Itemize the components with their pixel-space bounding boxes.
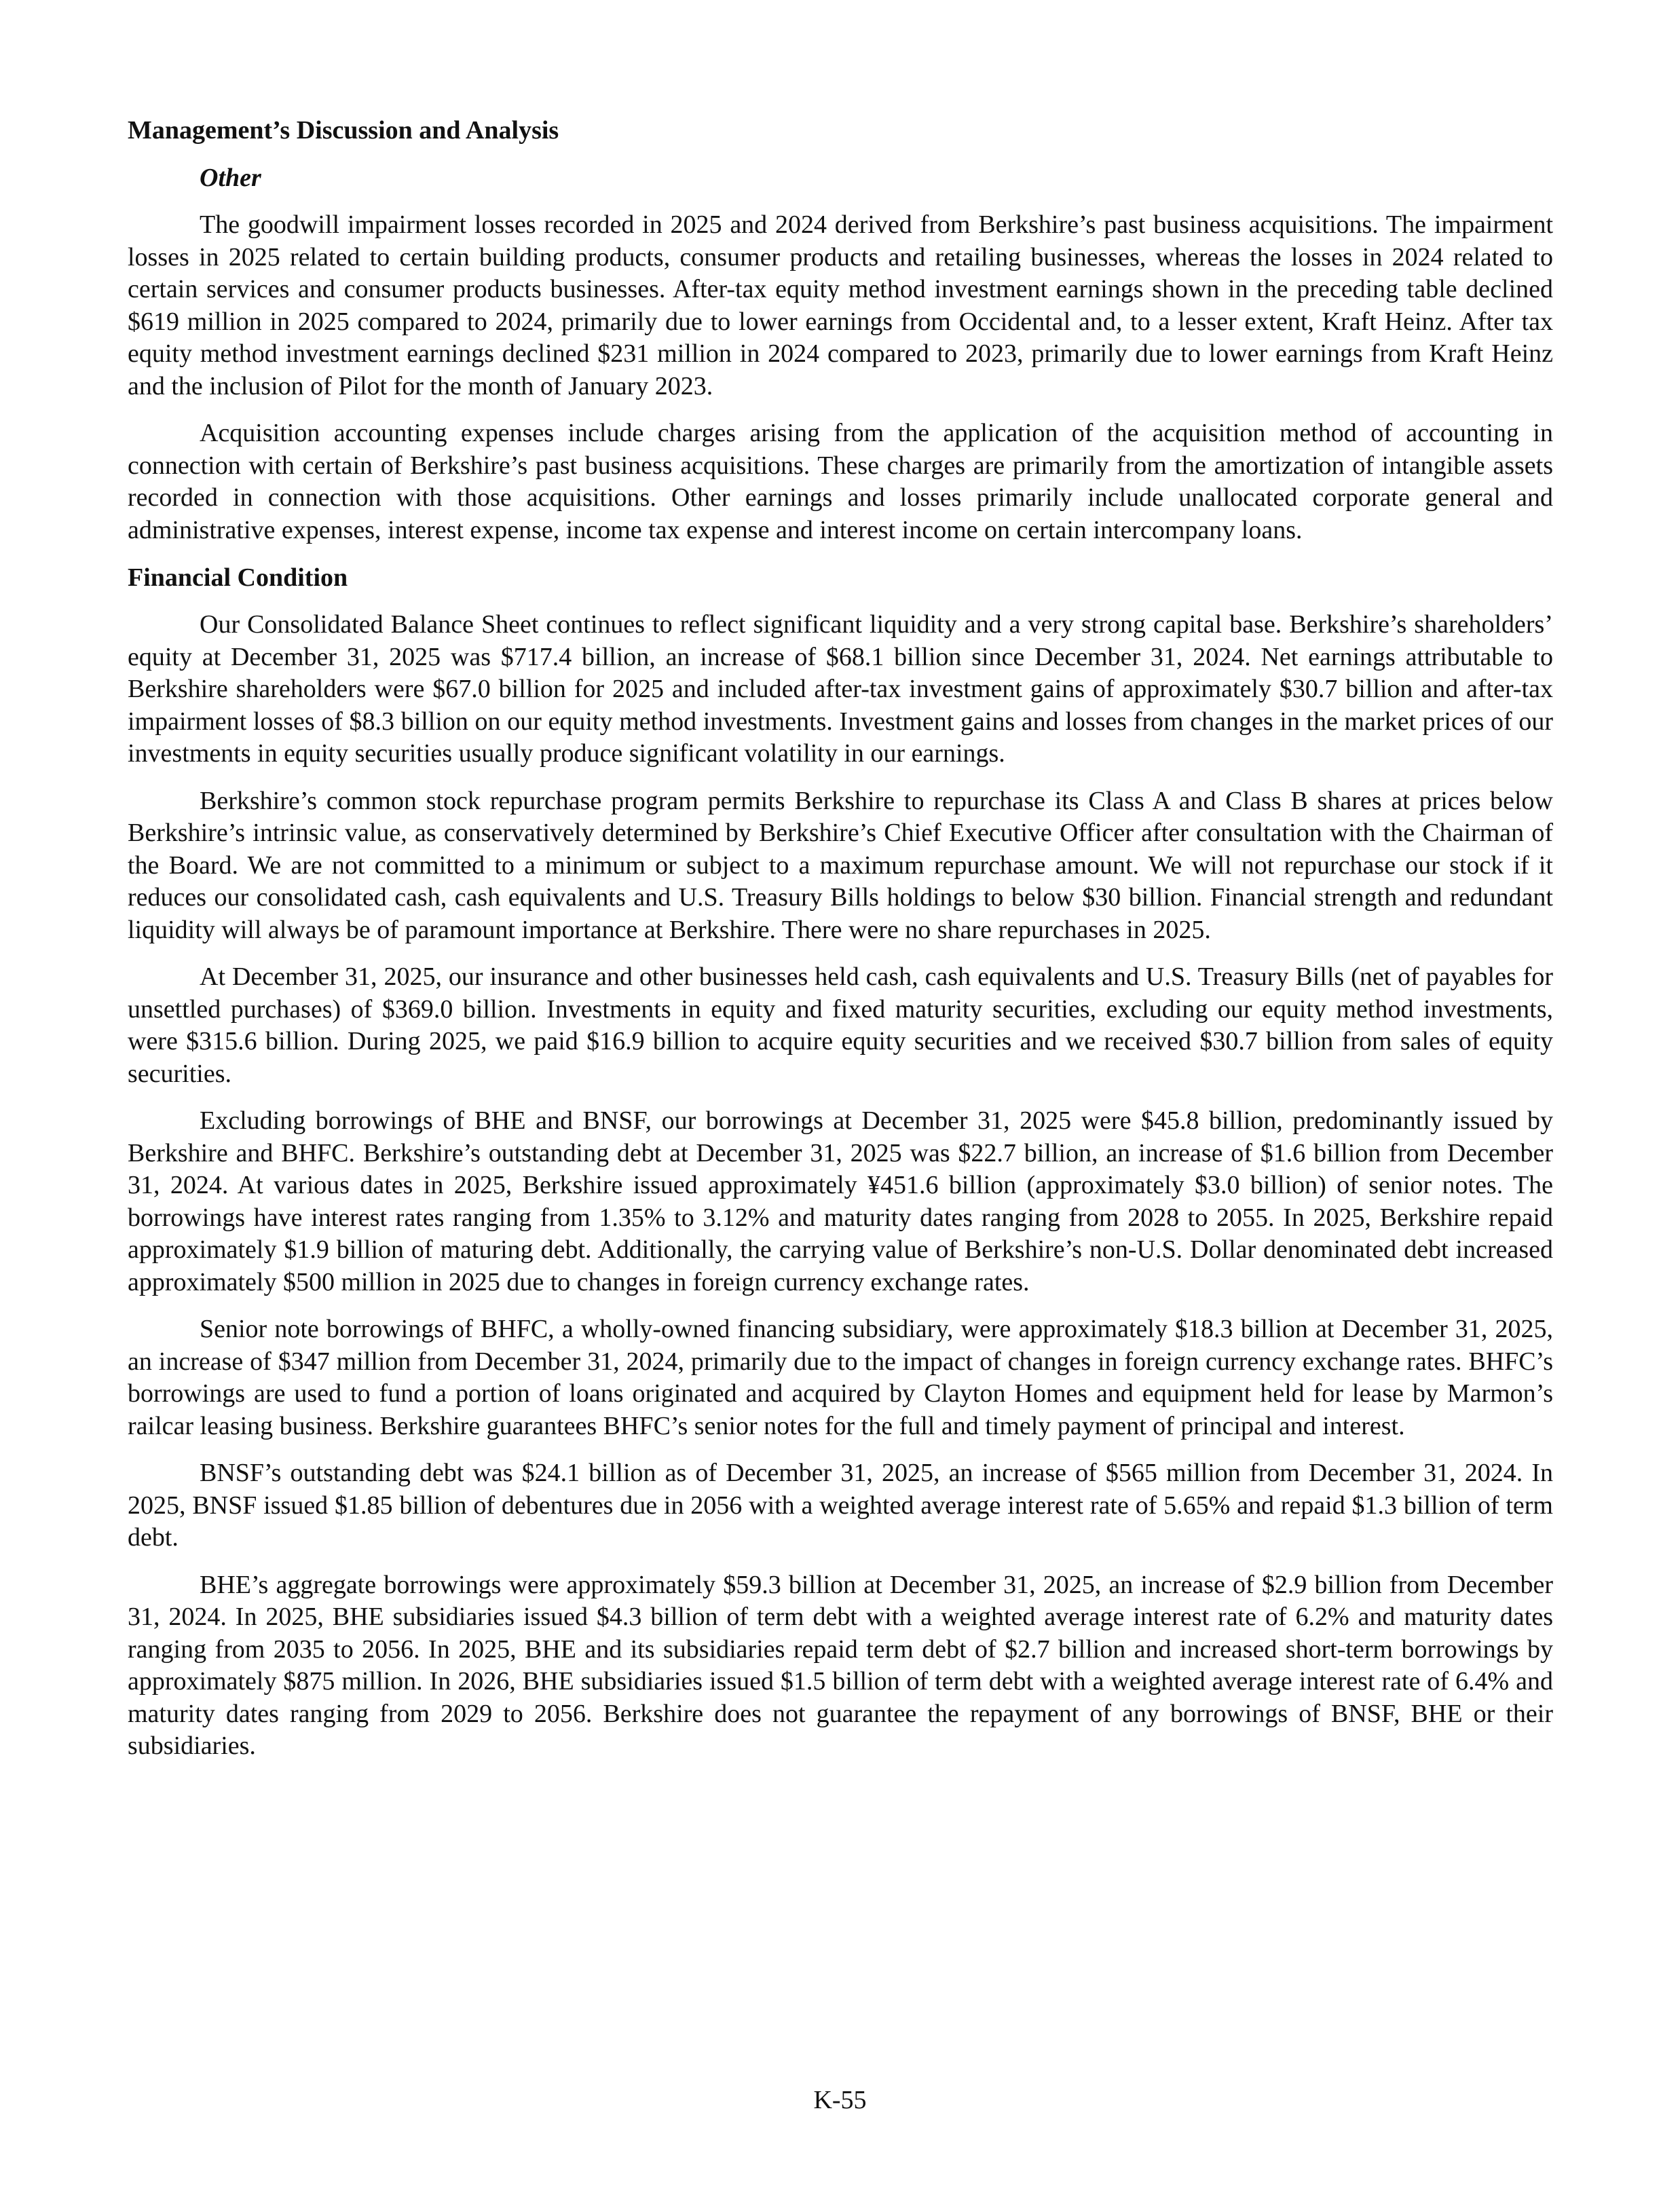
paragraph: Berkshire’s common stock repurchase program permits Berkshire to repurchase its Class A and Class B shares at prices below Berkshire’s intrinsic value, as conservatively determined by Berkshire’s Chief Executive Officer after consultation with the Chairman of the Board. We are not committed to a minimum or subject to a maximum repurchase amount. We will not repurchase our stock if it reduces our consolidated cash, cash equivalents and U.S. Treasury Bills holdings to below $30 billion. Financial strength and redundant liquidity will always be of paramount importance at Berkshire. There were no share repurchases in 2025. [128, 786, 1553, 944]
paragraph: The goodwill impairment losses recorded in 2025 and 2024 derived from Berkshire’s past business acquisitions. The impairment losses in 2025 related to certain building products, consumer products and retailing businesses, whereas the losses in 2024 related to certain services and consumer products businesses. After-tax equity method investment earnings shown in the preceding table declined $619 million in 2025 compared to 2024, primarily due to lower earnings from Occidental and, to a lesser extent, Kraft Heinz. After tax equity method investment earnings declined $231 million in 2024 compared to 2023, primarily due to lower earnings from Kraft Heinz and the inclusion of Pilot for the month of January 2023. [128, 210, 1553, 400]
section-subheading-other: Other [200, 164, 261, 192]
paragraph: Senior note borrowings of BHFC, a wholly-owned financing subsidiary, were approximately $18.3 billion at December 31, 2025, an increase of $347 million from December 31, 2024, primarily due to the impact of changes in foreign currency exchange rates. BHFC’s borrowings are used to fund a portion of loans originated and acquired by Clayton Homes and equipment held for lease by Marmon’s railcar leasing business. Berkshire guarantees BHFC’s senior notes for the full and timely payment of principal and interest. [128, 1315, 1553, 1440]
paragraph: Our Consolidated Balance Sheet continues to reflect significant liquidity and a very strong capital base. Berkshire’s shareholders’ equity at December 31, 2025 was $717.4 billion, an increase of $68.1 billion since December 31, 2024. Net earnings attributable to Berkshire shareholders were $67.0 billion for 2025 and included after-tax investment gains of approximately $30.7 billion and after-tax impairment losses of $8.3 billion on our equity method investments. Investment gains and losses from changes in the market prices of our investments in equity securities usually produce significant volatility in our earnings. [128, 610, 1553, 768]
paragraph: Acquisition accounting expenses include charges arising from the application of the acquisition method of accounting in connection with certain of Berkshire’s past business acquisitions. These charges are primarily from the amortization of intangible assets recorded in connection with those acquisitions. Other earnings and losses primarily include unallocated corporate general and administrative expenses, interest expense, income tax expense and interest income on certain intercompany loans. [128, 419, 1553, 544]
paragraph: Excluding borrowings of BHE and BNSF, our borrowings at December 31, 2025 were $45.8 billion, predominantly issued by Berkshire and BHFC. Berkshire’s outstanding debt at December 31, 2025 was $22.7 billion, an increase of $1.6 billion from December 31, 2024. At various dates in 2025, Berkshire issued approximately ¥451.6 billion (approximately $3.0 billion) of senior notes. The borrowings have interest rates ranging from 1.35% to 3.12% and maturity dates ranging from 2028 to 2055. In 2025, Berkshire repaid approximately $1.9 billion of maturing debt. Additionally, the carrying value of Berkshire’s non-U.S. Dollar denominated debt increased approximately $500 million in 2025 due to changes in foreign currency exchange rates. [128, 1106, 1553, 1296]
paragraph: BNSF’s outstanding debt was $24.1 billion as of December 31, 2025, an increase of $565 million from December 31, 2024. In 2025, BNSF issued $1.85 billion of debentures due in 2056 with a weighted average interest rate of 5.65% and repaid $1.3 billion of term debt. [128, 1459, 1553, 1552]
page-heading: Management’s Discussion and Analysis [128, 116, 559, 145]
paragraph: At December 31, 2025, our insurance and other businesses held cash, cash equivalents and U.S. Treasury Bills (net of payables for unsettled purchases) of $369.0 billion. Investments in equity and fixed maturity securities, excluding our equity method investments, were $315.6 billion. During 2025, we paid $16.9 billion to acquire equity securities and we received $30.7 billion from sales of equity securities. [128, 962, 1553, 1088]
page-number: K-55 [813, 2086, 867, 2114]
document-page [128, 114, 1553, 1778]
paragraph: BHE’s aggregate borrowings were approximately $59.3 billion at December 31, 2025, an increase of $2.9 billion from December 31, 2024. In 2025, BHE subsidiaries issued $4.3 billion of term debt with a weighted average interest rate of 6.2% and maturity dates ranging from 2035 to 2056. In 2025, BHE and its subsidiaries repaid term debt of $2.7 billion and increased short-term borrowings by approximately $875 million. In 2026, BHE subsidiaries issued $1.5 billion of term debt with a weighted average interest rate of 6.4% and maturity dates ranging from 2029 to 2056. Berkshire does not guarantee the repayment of any borrowings of BNSF, BHE or their subsidiaries. [128, 1570, 1553, 1760]
section-heading-financial-condition: Financial Condition [128, 563, 348, 592]
